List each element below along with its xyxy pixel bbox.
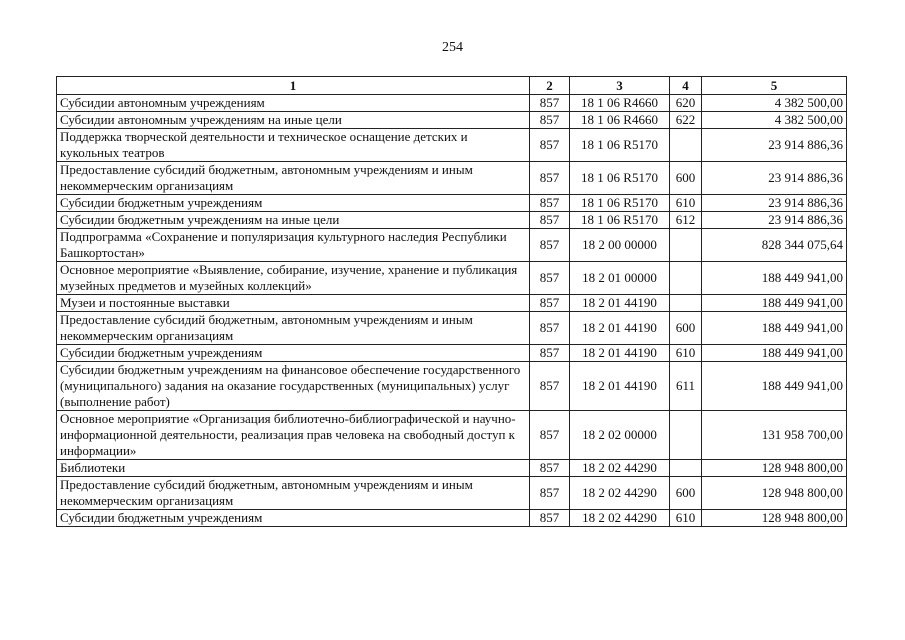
row-expense-type: [670, 460, 702, 477]
row-code: 857: [530, 212, 570, 229]
row-expense-type: 600: [670, 162, 702, 195]
table-row: [57, 362, 847, 411]
row-target-article: 18 2 02 44290: [570, 510, 670, 527]
row-target-article: 18 2 01 44190: [570, 312, 670, 345]
row-code: 857: [530, 510, 570, 527]
row-target-article: 18 1 06 R5170: [570, 195, 670, 212]
header-col-5: 5: [702, 77, 847, 95]
row-target-article: 18 1 06 R4660: [570, 95, 670, 112]
row-name: Субсидии бюджетным учреждениям на финансовое обеспечение государственного (муниципального) задания на оказание государственных (муниципальных) услуг (выполнение работ): [57, 362, 530, 411]
table-row: [57, 262, 847, 295]
row-amount: 828 344 075,64: [702, 229, 847, 262]
row-expense-type: 600: [670, 312, 702, 345]
row-code: 857: [530, 95, 570, 112]
table-row: [57, 195, 847, 212]
table-row: [57, 345, 847, 362]
row-name: Субсидии бюджетным учреждениям: [57, 345, 530, 362]
row-expense-type: 600: [670, 477, 702, 510]
row-code: 857: [530, 162, 570, 195]
row-target-article: 18 2 02 44290: [570, 477, 670, 510]
row-expense-type: [670, 229, 702, 262]
budget-table: [56, 76, 847, 527]
row-name: Предоставление субсидий бюджетным, автономным учреждениям и иным некоммерческим организациям: [57, 162, 530, 195]
row-name: Предоставление субсидий бюджетным, автономным учреждениям и иным некоммерческим организациям: [57, 312, 530, 345]
table-row: [57, 295, 847, 312]
header-col-1: 1: [57, 77, 530, 95]
row-code: 857: [530, 195, 570, 212]
row-amount: 128 948 800,00: [702, 510, 847, 527]
row-target-article: 18 1 06 R5170: [570, 212, 670, 229]
row-amount: 128 948 800,00: [702, 477, 847, 510]
row-name: Субсидии бюджетным учреждениям: [57, 195, 530, 212]
row-expense-type: 610: [670, 195, 702, 212]
row-amount: 131 958 700,00: [702, 411, 847, 460]
row-expense-type: 620: [670, 95, 702, 112]
row-amount: 23 914 886,36: [702, 212, 847, 229]
header-col-3: 3: [570, 77, 670, 95]
row-name: Предоставление субсидий бюджетным, автономным учреждениям и иным некоммерческим организациям: [57, 477, 530, 510]
header-row: [57, 77, 847, 95]
row-amount: 23 914 886,36: [702, 129, 847, 162]
row-code: 857: [530, 295, 570, 312]
row-expense-type: 611: [670, 362, 702, 411]
row-expense-type: [670, 129, 702, 162]
row-target-article: 18 2 01 00000: [570, 262, 670, 295]
table-row: [57, 112, 847, 129]
table-row: [57, 129, 847, 162]
table-row: [57, 95, 847, 112]
table-row: [57, 212, 847, 229]
table-row: [57, 460, 847, 477]
row-target-article: 18 2 02 44290: [570, 460, 670, 477]
row-expense-type: 622: [670, 112, 702, 129]
row-name: Подпрограмма «Сохранение и популяризация культурного наследия Республики Башкортостан»: [57, 229, 530, 262]
row-code: 857: [530, 229, 570, 262]
table-row: [57, 162, 847, 195]
row-name: Субсидии автономным учреждениям: [57, 95, 530, 112]
row-code: 857: [530, 345, 570, 362]
row-target-article: 18 2 02 00000: [570, 411, 670, 460]
header-col-4: 4: [670, 77, 702, 95]
row-code: 857: [530, 129, 570, 162]
row-amount: 23 914 886,36: [702, 162, 847, 195]
row-code: 857: [530, 112, 570, 129]
row-target-article: 18 2 01 44190: [570, 295, 670, 312]
table-row: [57, 312, 847, 345]
page-number: 254: [442, 40, 463, 55]
row-name: Основное мероприятие «Выявление, собирание, изучение, хранение и публикация музейных предметов и музейных коллекций»: [57, 262, 530, 295]
row-amount: 188 449 941,00: [702, 362, 847, 411]
row-code: 857: [530, 262, 570, 295]
row-code: 857: [530, 460, 570, 477]
row-name: Основное мероприятие «Организация библиотечно-библиографической и научно-информационной деятельности, реализация прав человека на свободный доступ к информации»: [57, 411, 530, 460]
row-name: Музеи и постоянные выставки: [57, 295, 530, 312]
table-row: [57, 411, 847, 460]
row-target-article: 18 1 06 R4660: [570, 112, 670, 129]
row-name: Субсидии бюджетным учреждениям: [57, 510, 530, 527]
row-expense-type: 610: [670, 345, 702, 362]
row-target-article: 18 2 01 44190: [570, 345, 670, 362]
row-amount: 188 449 941,00: [702, 262, 847, 295]
row-name: Библиотеки: [57, 460, 530, 477]
row-expense-type: [670, 262, 702, 295]
row-amount: 4 382 500,00: [702, 112, 847, 129]
row-target-article: 18 1 06 R5170: [570, 162, 670, 195]
table-row: [57, 229, 847, 262]
row-amount: 188 449 941,00: [702, 345, 847, 362]
table-row: [57, 510, 847, 527]
row-name: Субсидии бюджетным учреждениям на иные цели: [57, 212, 530, 229]
row-code: 857: [530, 312, 570, 345]
row-expense-type: 612: [670, 212, 702, 229]
table-body: [57, 95, 847, 527]
table-header: [57, 77, 847, 95]
row-code: 857: [530, 362, 570, 411]
row-expense-type: [670, 295, 702, 312]
row-amount: 23 914 886,36: [702, 195, 847, 212]
row-code: 857: [530, 411, 570, 460]
row-amount: 4 382 500,00: [702, 95, 847, 112]
row-amount: 188 449 941,00: [702, 312, 847, 345]
row-amount: 128 948 800,00: [702, 460, 847, 477]
header-col-2: 2: [530, 77, 570, 95]
row-target-article: 18 1 06 R5170: [570, 129, 670, 162]
row-amount: 188 449 941,00: [702, 295, 847, 312]
row-expense-type: 610: [670, 510, 702, 527]
row-expense-type: [670, 411, 702, 460]
row-code: 857: [530, 477, 570, 510]
table-row: [57, 477, 847, 510]
row-name: Поддержка творческой деятельности и техническое оснащение детских и кукольных театров: [57, 129, 530, 162]
row-target-article: 18 2 01 44190: [570, 362, 670, 411]
row-name: Субсидии автономным учреждениям на иные цели: [57, 112, 530, 129]
row-target-article: 18 2 00 00000: [570, 229, 670, 262]
